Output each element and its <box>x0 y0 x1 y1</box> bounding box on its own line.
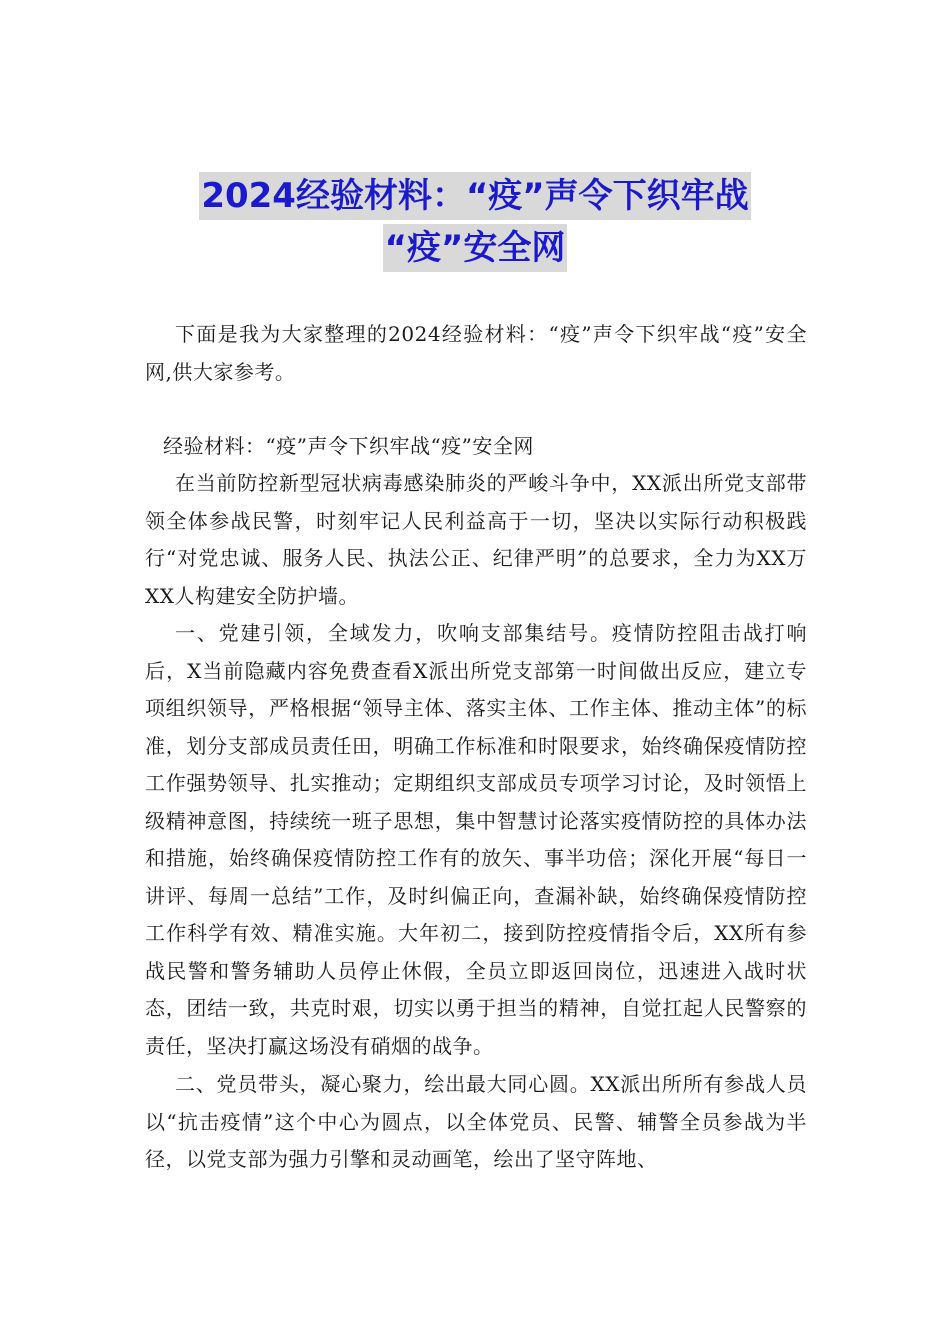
section-subheading: 经验材料：“疫”声令下织牢战“疫”安全网 <box>163 434 534 458</box>
body-paragraph-1: 在当前防控新型冠状病毒感染肺炎的严峻斗争中，XX派出所党支部带领全体参战民警，时刻牢记人民利益高于一切，坚决以实际行动积极践行“对党忠诚、服务人民、执法公正、纪律严明”的总要求，全力为XX万XX人构建安全防护墙。 <box>145 471 807 608</box>
title-line-1: 2024经验材料：“疫”声令下织牢战 <box>199 172 750 220</box>
intro-paragraph: 下面是我为大家整理的2024经验材料：“疫”声令下织牢战“疫”安全网,供大家参考。 <box>145 322 807 384</box>
body-paragraph-2: 一、党建引领，全域发力，吹响支部集结号。疫情防控阻击战打响后，X当前隐藏内容免费查看X派出所党支部第一时间做出反应，建立专项组织领导，严格根据“领导主体、落实主体、工作主体、推动主体”的标准，划分支部成员责任田，明确工作标准和时限要求，始终确保疫情防控工作强势领导、扎实推动；定期组织支部成员专项学习讨论，及时领悟上级精神意图，持续统一班子思想，集中智慧讨论落实疫情防控的具体办法和措施，始终确保疫情防控工作有的放矢、事半功倍；深化开展“每日一讲评、每周一总结”工作，及时纠偏正向，查漏补缺，始终确保疫情防控工作科学有效、精准实施。大年初二，接到防控疫情指令后，XX所有参战民警和警务辅助人员停止休假，全员立即返回岗位，迅速进入战时状态，团结一致，共克时艰，切实以勇于担当的精神，自觉扛起人民警察的责任，坚决打赢这场没有硝烟的战争。 <box>145 621 807 1058</box>
title-line-2: “疫”安全网 <box>383 224 568 272</box>
body-paragraph-3: 二、党员带头，凝心聚力，绘出最大同心圆。XX派出所所有参战人员以“抗击疫情”这个中心为圆点，以全体党员、民警、辅警全员参战为半径，以党支部为强力引擎和灵动画笔，绘出了坚守阵地、 <box>145 1072 807 1171</box>
document-title <box>0 172 950 272</box>
